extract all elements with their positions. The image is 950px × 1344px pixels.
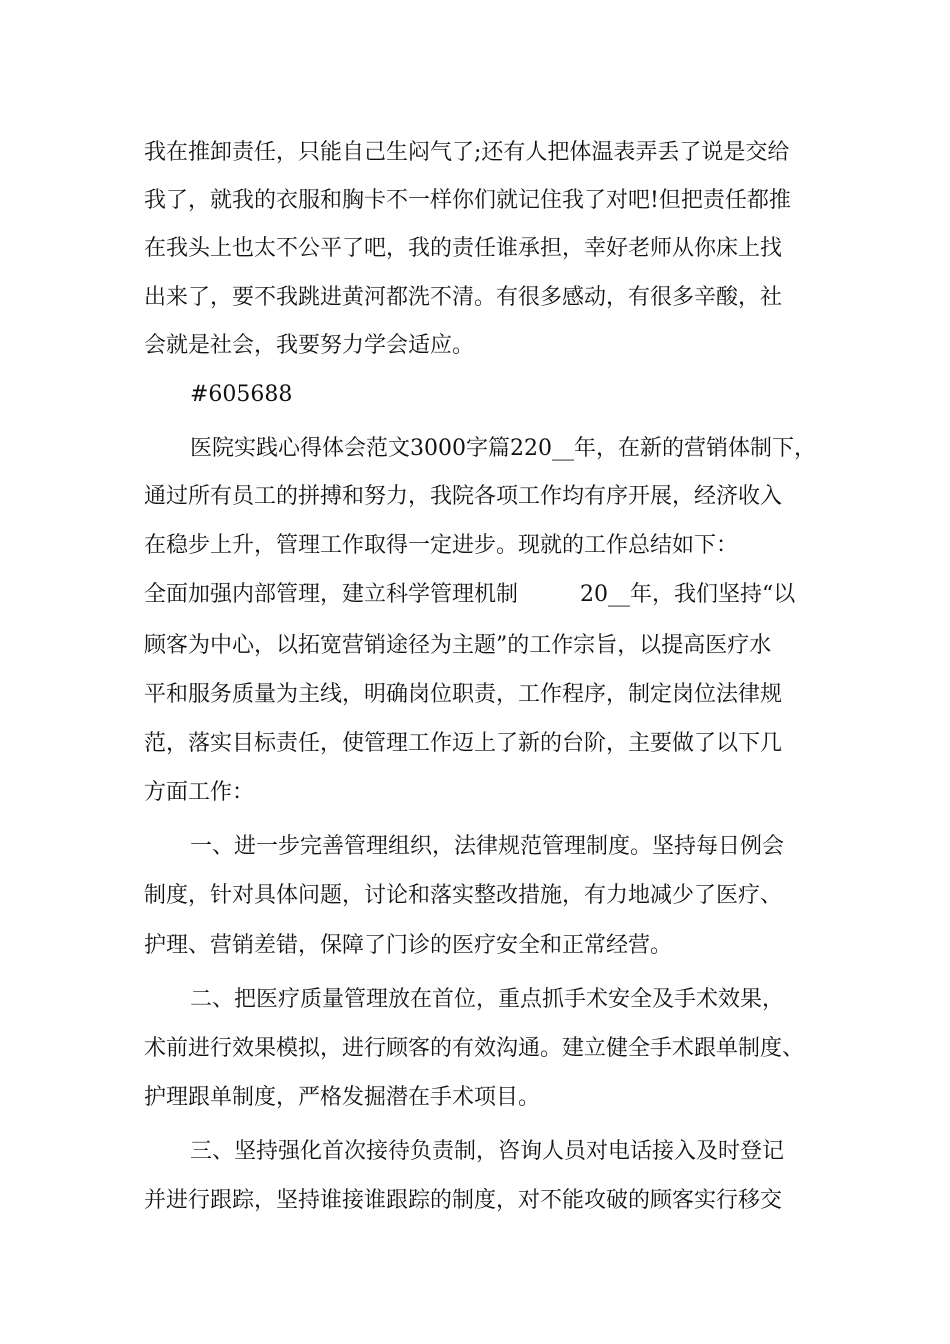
section-heading: 全面加强内部管理，建立科学管理机制 (144, 582, 519, 607)
text-line: 平和服务质量为主线，明确岗位职责，工作程序，制定岗位法律规 (144, 682, 783, 707)
text-line: 范，落实目标责任，使管理工作迈上了新的台阶，主要做了以下几 (144, 731, 783, 756)
text-line: 制度，针对具体问题，讨论和落实整改措施，有力地减少了医疗、 (144, 883, 783, 908)
text-line: 在我头上也太不公平了吧，我的责任谁承担，幸好老师从你床上找 (144, 236, 783, 261)
paragraph-start: 三、坚持强化首次接待负责制，咨询人员对电话接入及时登记 (190, 1139, 785, 1164)
text-segment: 20__年，我们坚持“以 (580, 582, 796, 607)
text-line: 我了，就我的衣服和胸卡不一样你们就记住我了对吧!但把责任都推 (144, 188, 791, 213)
text-line: 护理、营销差错，保障了门诊的医疗安全和正常经营。 (144, 933, 673, 958)
text-line: 并进行跟踪，坚持谁接谁跟踪的制度，对不能攻破的顾客实行移交 (144, 1188, 783, 1213)
text-line (144, 580, 795, 610)
document-id: #605688 (190, 382, 293, 407)
paragraph-start: 一、进一步完善管理组织，法律规范管理制度。坚持每日例会 (190, 834, 785, 859)
text-line: 通过所有员工的拼搏和努力，我院各项工作均有序开展，经济收入 (144, 484, 783, 509)
paragraph-start: 医院实践心得体会范文3000字篇220__年，在新的营销体制下， (190, 436, 816, 461)
text-line: 在稳步上升，管理工作取得一定进步。现就的工作总结如下： (144, 533, 739, 558)
text-line: 会就是社会，我要努力学会适应。 (144, 333, 475, 358)
text-line: 方面工作： (144, 780, 255, 805)
text-line: 护理跟单制度，严格发掘潜在手术项目。 (144, 1085, 541, 1110)
text-line: 我在推卸责任，只能自己生闷气了;还有人把体温表弄丢了说是交给 (144, 140, 790, 165)
paragraph-start: 二、把医疗质量管理放在首位，重点抓手术安全及手术效果， (190, 987, 785, 1012)
text-line: 顾客为中心，以拓宽营销途径为主题”的工作宗旨，以提高医疗水 (144, 633, 772, 658)
text-line: 术前进行效果模拟，进行顾客的有效沟通。建立健全手术跟单制度、 (144, 1036, 805, 1061)
text-line: 出来了，要不我跳进黄河都洗不清。有很多感动，有很多辛酸，社 (144, 285, 783, 310)
